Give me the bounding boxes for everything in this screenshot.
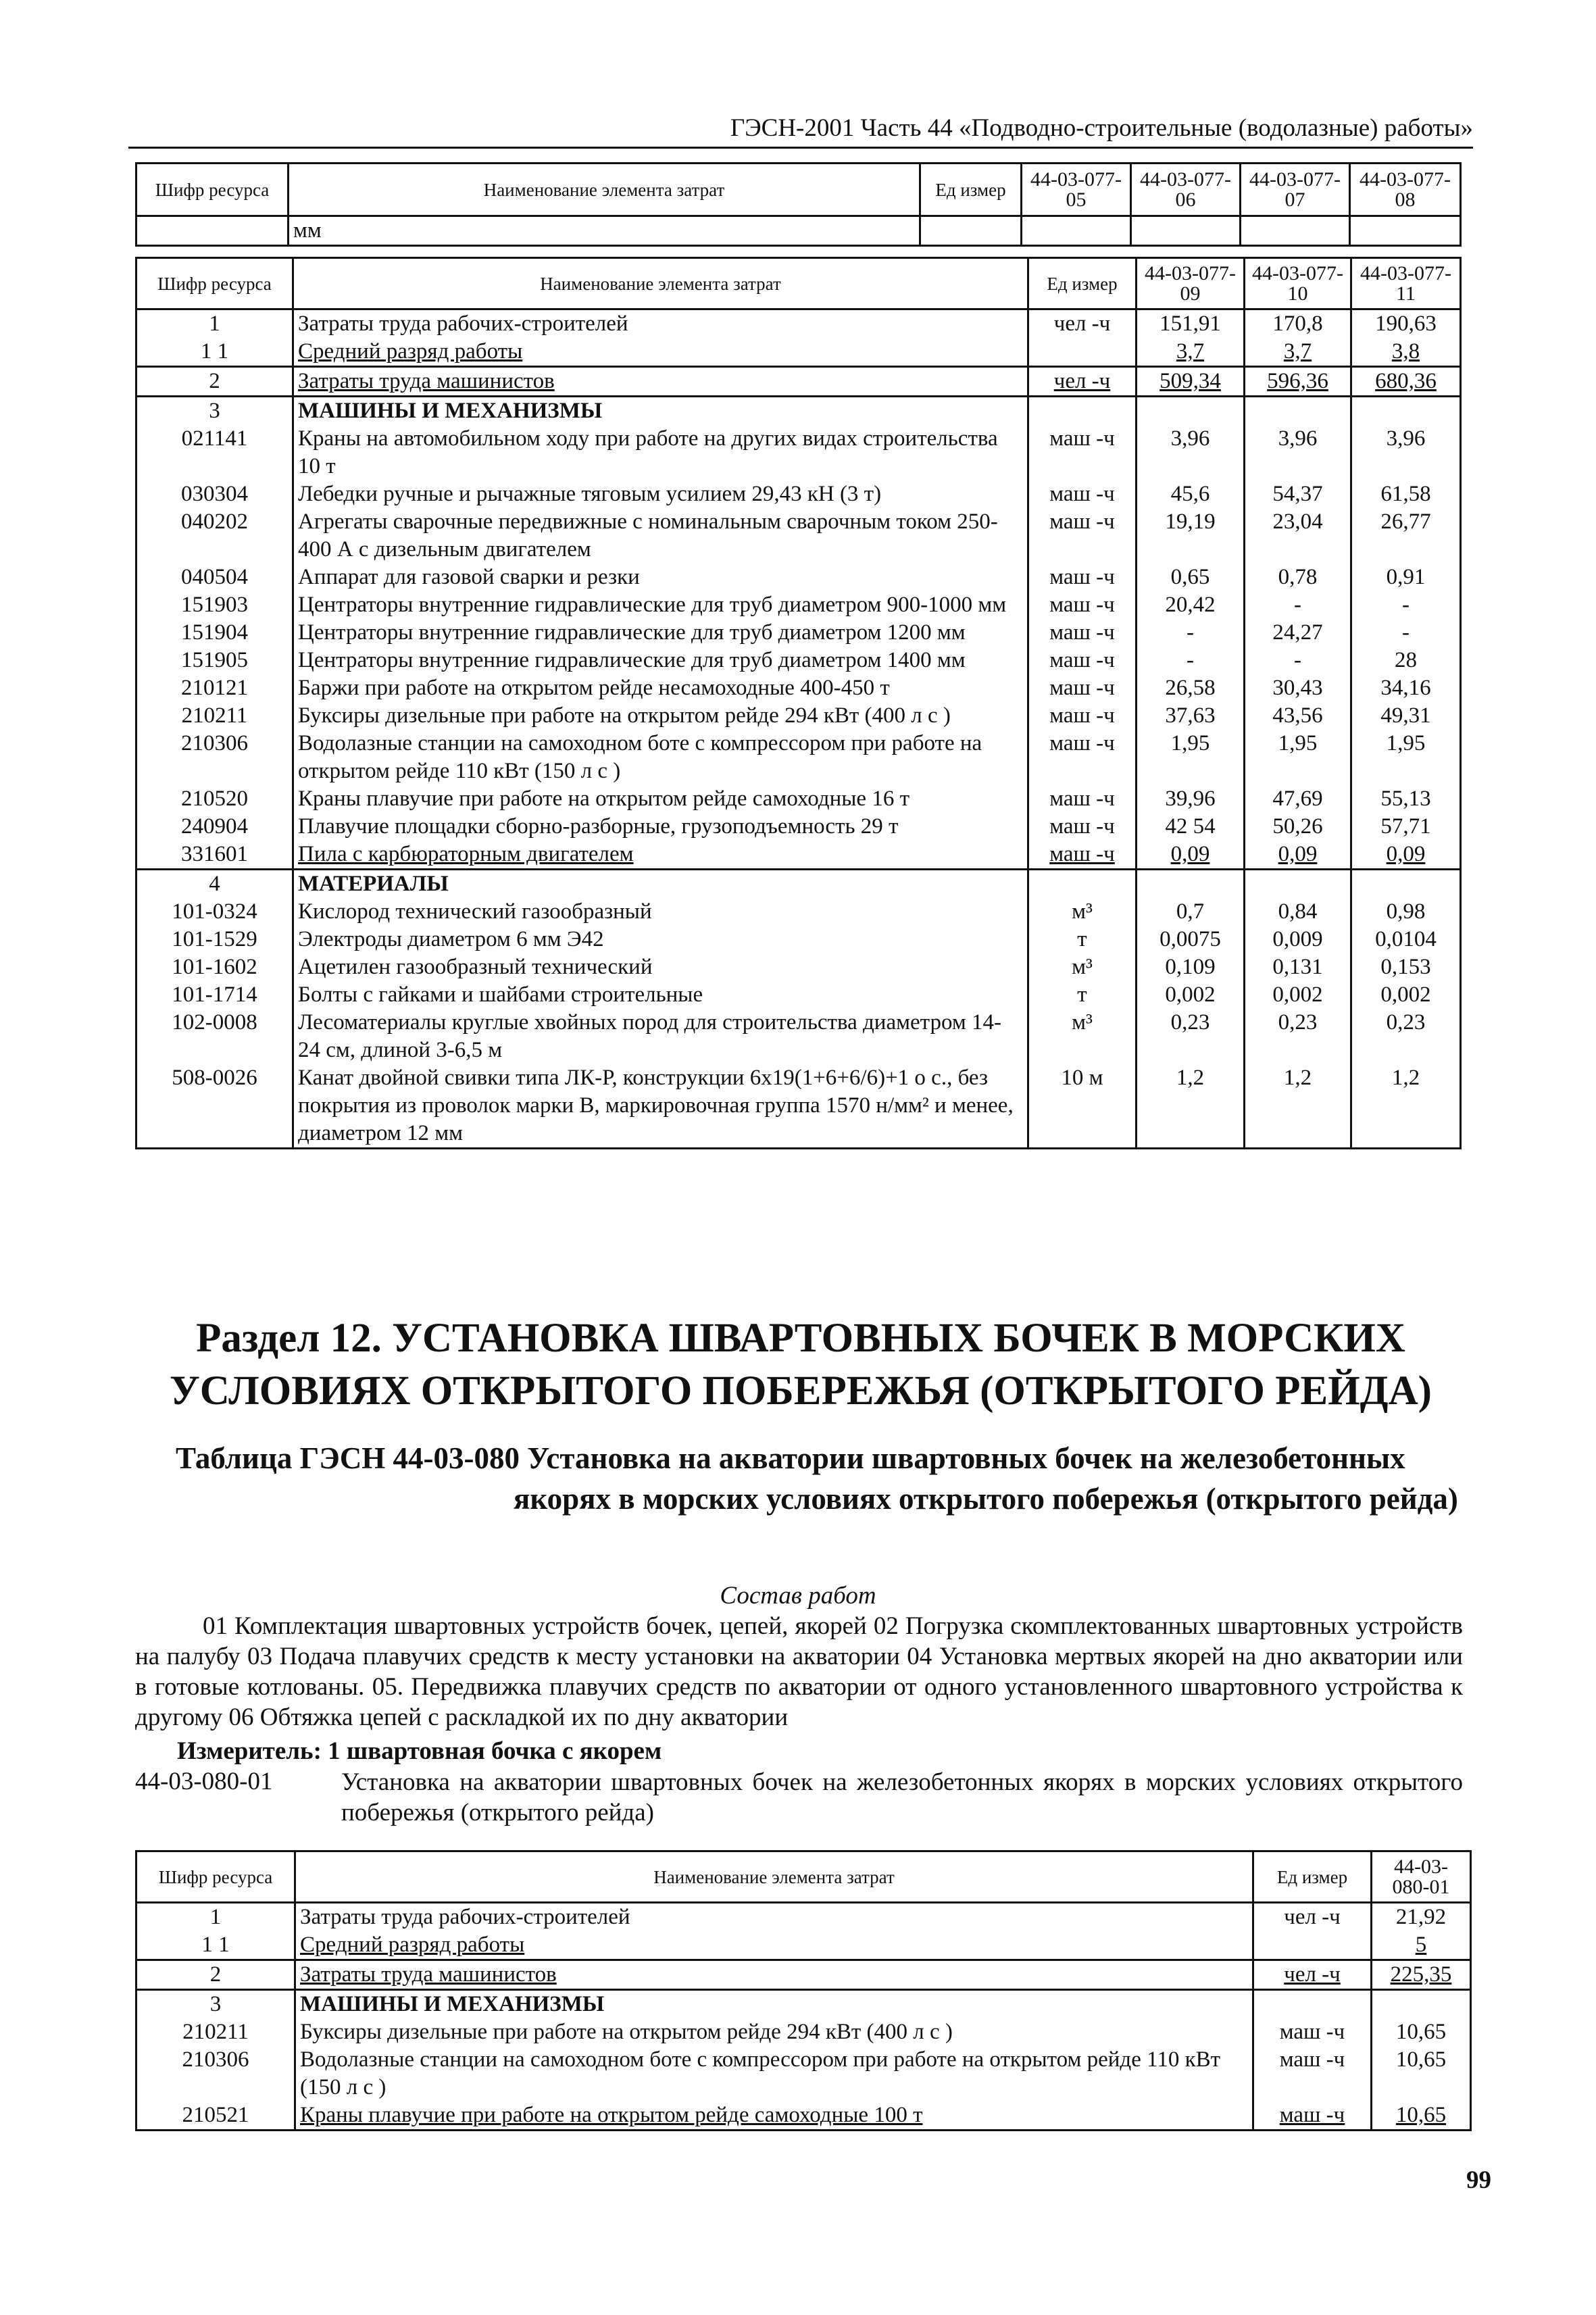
cell-v1: 19,19 [1137, 508, 1245, 564]
cell-v1: 509,34 [1137, 367, 1245, 397]
cell-v1: 0,0075 [1137, 926, 1245, 953]
cell-name: Центраторы внутренние гидравлические для труб диаметром 1200 мм [293, 619, 1028, 647]
cell-v1 [1137, 870, 1245, 899]
cell-v2: 54,37 [1245, 480, 1351, 508]
cell-v3: - [1351, 591, 1461, 619]
cell-unit: маш -ч [1028, 564, 1137, 591]
cell-code: 1 [136, 1903, 295, 1932]
cell-v2: 0,84 [1245, 898, 1351, 926]
cell-code: 151905 [136, 647, 293, 674]
cell-unit: маш -ч [1028, 619, 1137, 647]
cell-v1: 10,65 [1372, 2101, 1471, 2131]
work-composition-text: 01 Комплектация швартовных устройств бочек, цепей, якорей 02 Погрузка скомплектованных швартовных устройств на палубу 03 Подача плавучих средств к месту установки на акватории 04 Установка мертвых якорей на дно акватории или в готовые котлованы. 05. Передвижка плавучих средств по акватории от одного установленного швартовного устройства к другому 06 Обтяжка цепей с раскладкой их по дну акватории [135, 1612, 1463, 1731]
cell-name: Средний разряд работы [293, 338, 1028, 367]
cell-code: 210306 [136, 2046, 295, 2101]
cell-name: Затраты труда машинистов [293, 367, 1028, 397]
cell-v1: 45,6 [1137, 480, 1245, 508]
cell-unit: маш -ч [1028, 730, 1137, 785]
cell-code: 2 [136, 1960, 295, 1990]
table-row [136, 1931, 1471, 1960]
cell-code: 101-1529 [136, 926, 293, 953]
cell-v2: 596,36 [1245, 367, 1351, 397]
col-header-2: 44-03-077-06 [1131, 164, 1241, 216]
cell-v2: 50,26 [1245, 813, 1351, 841]
cell-name: Буксиры дизельные при работе на открытом рейде 294 кВт (400 л с ) [293, 702, 1028, 730]
cell-v3: 190,63 [1351, 309, 1461, 339]
cell-v1: - [1137, 647, 1245, 674]
cell-v1: 3,7 [1137, 338, 1245, 367]
col-header-2: 44-03-077-10 [1245, 258, 1351, 309]
cell-v3: 49,31 [1351, 702, 1461, 730]
col-header-unit: Ед измер [1253, 1851, 1372, 1903]
cell-name: Ацетилен газообразный технический [293, 953, 1028, 981]
cell-unit: маш -ч [1028, 841, 1137, 870]
col-header-code: Шифр ресурса [136, 1851, 295, 1903]
table-row [136, 508, 1461, 564]
table-row [136, 674, 1461, 702]
cell-code: 210211 [136, 702, 293, 730]
table-row [136, 841, 1461, 870]
col-header-3: 44-03-077-07 [1241, 164, 1350, 216]
table-row [136, 367, 1461, 397]
page-header: ГЭСН-2001 Часть 44 «Подводно-строительные (водолазные) работы» [128, 114, 1473, 149]
cell-unit: т [1028, 981, 1137, 1009]
cell-unit: маш -ч [1253, 2018, 1372, 2046]
cell-code: 101-1602 [136, 953, 293, 981]
cell-name: Лебедки ручные и рычажные тяговым усилием 29,43 кН (3 т) [293, 480, 1028, 508]
col-header-3: 44-03-077-11 [1351, 258, 1461, 309]
cell-v2: 170,8 [1245, 309, 1351, 339]
cell-v1: 10,65 [1372, 2018, 1471, 2046]
col-header-1: 44-03-080-01 [1372, 1851, 1471, 1903]
table-row [136, 591, 1461, 619]
measurer: Измеритель: 1 швартовная бочка с якорем [177, 1737, 662, 1765]
cell-v3: 57,71 [1351, 813, 1461, 841]
cell-v1: 0,002 [1137, 981, 1245, 1009]
cell-unit: маш -ч [1028, 591, 1137, 619]
cell-code: 040202 [136, 508, 293, 564]
cell-unit: маш -ч [1028, 508, 1137, 564]
cell-code: 210211 [136, 2018, 295, 2046]
cell-v1: - [1137, 619, 1245, 647]
cell-code: 1 1 [136, 1931, 295, 1960]
cell-v3: 3,8 [1351, 338, 1461, 367]
cell-unit: маш -ч [1028, 674, 1137, 702]
cell-v3: 0,153 [1351, 953, 1461, 981]
cell-name: Лесоматериалы круглые хвойных пород для строительства диаметром 14-24 см, длиной 3-6,5 м [293, 1009, 1028, 1064]
cell-v3: 26,77 [1351, 508, 1461, 564]
cell-v1: 0,23 [1137, 1009, 1245, 1064]
cell-v3: 680,36 [1351, 367, 1461, 397]
cell-v2: 0,002 [1245, 981, 1351, 1009]
cell-unit [1253, 1990, 1372, 2019]
cell-code: 1 [136, 309, 293, 339]
cell-unit: маш -ч [1253, 2101, 1372, 2131]
cell-code: 210520 [136, 785, 293, 813]
cell-code: 021141 [136, 425, 293, 480]
cell-unit: маш -ч [1028, 425, 1137, 480]
cell-code: 210521 [136, 2101, 295, 2131]
table-row [136, 619, 1461, 647]
table-row [136, 898, 1461, 926]
cell-unit [1253, 1931, 1372, 1960]
page-number: 99 [1466, 2166, 1491, 2194]
cell-name: Аппарат для газовой сварки и резки [293, 564, 1028, 591]
table-row [136, 480, 1461, 508]
cell-v2: 43,56 [1245, 702, 1351, 730]
item-description: Установка на акватории швартовных бочек на железобетонных якорях в морских условиях открытого побережья (открытого рейда) [341, 1768, 1463, 1826]
cell-unit: чел -ч [1028, 309, 1137, 339]
cell-code: 040504 [136, 564, 293, 591]
table-row [136, 702, 1461, 730]
cell-v2: 24,27 [1245, 619, 1351, 647]
cell-v1: 1,2 [1137, 1064, 1245, 1149]
table-title-line1: Таблица ГЭСН 44-03-080 Установка на акватории швартовных бочек на железобетонных [176, 1441, 1405, 1475]
cell-v2: - [1245, 591, 1351, 619]
col-header-unit: Ед измер [1028, 258, 1137, 309]
cell-name: Водолазные станции на самоходном боте с компрессором при работе на открытом рейде 110 кВт (150 л с ) [295, 2046, 1253, 2101]
cell-v3 [1351, 397, 1461, 426]
cell-name: Водолазные станции на самоходном боте с компрессором при работе на открытом рейде 110 кВт (150 л с ) [293, 730, 1028, 785]
table-title-line2: якорях в морских условиях открытого побережья (открытого рейда) [514, 1482, 1458, 1516]
col-header-1: 44-03-077-05 [1022, 164, 1131, 216]
table-row [136, 1960, 1471, 1990]
table-row [136, 2101, 1471, 2131]
cell-v2 [1245, 870, 1351, 899]
table-row [136, 2018, 1471, 2046]
cell-v1: 21,92 [1372, 1903, 1471, 1932]
cell-v3: 0,002 [1351, 981, 1461, 1009]
cell-v1: 0,65 [1137, 564, 1245, 591]
cell-v1: 225,35 [1372, 1960, 1471, 1990]
cell-name: Затраты труда машинистов [295, 1960, 1253, 1990]
cell-v3: 0,91 [1351, 564, 1461, 591]
cell-v3: 1,95 [1351, 730, 1461, 785]
cell-name: Болты с гайками и шайбами строительные [293, 981, 1028, 1009]
table-row [136, 425, 1461, 480]
cell-unit: чел -ч [1253, 1960, 1372, 1990]
cell-code: 102-0008 [136, 1009, 293, 1064]
cell-v2: 0,09 [1245, 841, 1351, 870]
cell-name: Пила с карбюраторным двигателем [293, 841, 1028, 870]
cell-code: 210306 [136, 730, 293, 785]
table-bottom [135, 1850, 1472, 2131]
cell-v1: 10,65 [1372, 2046, 1471, 2101]
cell-v1: 26,58 [1137, 674, 1245, 702]
cell-name: Буксиры дизельные при работе на открытом рейде 294 кВт (400 л с ) [295, 2018, 1253, 2046]
cell-code: 1 1 [136, 338, 293, 367]
cell-name: Краны плавучие при работе на открытом рейде самоходные 16 т [293, 785, 1028, 813]
col-header-code: Шифр ресурса [136, 164, 289, 216]
table-row-cell-name: мм [289, 216, 920, 246]
table-row [136, 647, 1461, 674]
cell-code: 508-0026 [136, 1064, 293, 1149]
cell-code: 331601 [136, 841, 293, 870]
cell-v1: 20,42 [1137, 591, 1245, 619]
cell-v1: 42 54 [1137, 813, 1245, 841]
table-row [136, 813, 1461, 841]
cell-v2: 1,2 [1245, 1064, 1351, 1149]
cell-name: Канат двойной свивки типа ЛК-Р, конструкции 6х19(1+6+6/6)+1 о с., без покрытия из проволок марки В, маркировочная группа 1570 н/мм² и менее, диаметром 12 мм [293, 1064, 1028, 1149]
table-row [136, 397, 1461, 426]
table-main [135, 257, 1462, 1149]
cell-v1: 37,63 [1137, 702, 1245, 730]
table-row [136, 338, 1461, 367]
cell-name: Краны на автомобильном ходу при работе на других видах строительства 10 т [293, 425, 1028, 480]
cell-unit: маш -ч [1028, 647, 1137, 674]
table-row [136, 953, 1461, 981]
cell-v1: 151,91 [1137, 309, 1245, 339]
work-composition-heading: Состав работ [720, 1582, 876, 1610]
cell-v2: 0,23 [1245, 1009, 1351, 1064]
cell-v1: 0,09 [1137, 841, 1245, 870]
cell-unit: м³ [1028, 898, 1137, 926]
cell-v3: 0,98 [1351, 898, 1461, 926]
cell-v3: 28 [1351, 647, 1461, 674]
cell-v1: 39,96 [1137, 785, 1245, 813]
cell-unit: маш -ч [1028, 785, 1137, 813]
table-row [136, 1064, 1461, 1149]
cell-name: Средний разряд работы [295, 1931, 1253, 1960]
cell-v1 [1372, 1990, 1471, 2019]
cell-code: 4 [136, 870, 293, 899]
cell-v1: 1,95 [1137, 730, 1245, 785]
cell-code: 101-1714 [136, 981, 293, 1009]
table-row [136, 309, 1461, 339]
col-header-name: Наименование элемента затрат [289, 164, 920, 216]
cell-code: 151903 [136, 591, 293, 619]
cell-unit: маш -ч [1028, 813, 1137, 841]
cell-unit: м³ [1028, 1009, 1137, 1064]
cell-name: Агрегаты сварочные передвижные с номинальным сварочным током 250-400 А с дизельным двигателем [293, 508, 1028, 564]
table-row [136, 1903, 1471, 1932]
cell-name: Затраты труда рабочих-строителей [295, 1903, 1253, 1932]
cell-name: Плавучие площадки сборно-разборные, грузоподъемность 29 т [293, 813, 1028, 841]
cell-name: Затраты труда рабочих-строителей [293, 309, 1028, 339]
cell-v1: 0,7 [1137, 898, 1245, 926]
table-title [176, 1438, 1487, 1519]
cell-name: Электроды диаметром 6 мм Э42 [293, 926, 1028, 953]
table-row [136, 564, 1461, 591]
cell-v1: 0,109 [1137, 953, 1245, 981]
cell-name: МАШИНЫ И МЕХАНИЗМЫ [293, 397, 1028, 426]
cell-v2: 30,43 [1245, 674, 1351, 702]
table-row [136, 1009, 1461, 1064]
cell-v3: 1,2 [1351, 1064, 1461, 1149]
cell-v1: 3,96 [1137, 425, 1245, 480]
cell-code: 030304 [136, 480, 293, 508]
table-row [136, 2046, 1471, 2101]
cell-unit: маш -ч [1253, 2046, 1372, 2101]
cell-code: 240904 [136, 813, 293, 841]
cell-unit: чел -ч [1253, 1903, 1372, 1932]
cell-v1: 5 [1372, 1931, 1471, 1960]
cell-v3: 34,16 [1351, 674, 1461, 702]
col-header-name: Наименование элемента затрат [293, 258, 1028, 309]
col-header-name: Наименование элемента затрат [295, 1851, 1253, 1903]
cell-unit: чел -ч [1028, 367, 1137, 397]
cell-name: Центраторы внутренние гидравлические для труб диаметром 900-1000 мм [293, 591, 1028, 619]
cell-v3 [1351, 870, 1461, 899]
cell-name: Баржи при работе на открытом рейде несамоходные 400-450 т [293, 674, 1028, 702]
cell-v1 [1137, 397, 1245, 426]
cell-v2 [1245, 397, 1351, 426]
cell-code: 151904 [136, 619, 293, 647]
cell-v2: 0,131 [1245, 953, 1351, 981]
cell-v3: 0,09 [1351, 841, 1461, 870]
cell-name: Краны плавучие при работе на открытом рейде самоходные 100 т [295, 2101, 1253, 2131]
cell-v3: 3,96 [1351, 425, 1461, 480]
cell-v2: - [1245, 647, 1351, 674]
table-top [135, 162, 1462, 247]
item-code: 44-03-080-01 [135, 1768, 273, 1795]
cell-v3: 55,13 [1351, 785, 1461, 813]
cell-name: МАШИНЫ И МЕХАНИЗМЫ [295, 1990, 1253, 2019]
cell-unit: т [1028, 926, 1137, 953]
table-row [136, 1990, 1471, 2019]
col-header-1: 44-03-077-09 [1137, 258, 1245, 309]
cell-v2: 0,78 [1245, 564, 1351, 591]
cell-v2: 3,96 [1245, 425, 1351, 480]
cell-code: 2 [136, 367, 293, 397]
cell-unit [1028, 870, 1137, 899]
table-row [136, 785, 1461, 813]
cell-code: 101-0324 [136, 898, 293, 926]
cell-unit: маш -ч [1028, 480, 1137, 508]
cell-v2: 3,7 [1245, 338, 1351, 367]
table-row [136, 981, 1461, 1009]
section-title: Раздел 12. УСТАНОВКА ШВАРТОВНЫХ БОЧЕК В МОРСКИХ УСЛОВИЯХ ОТКРЫТОГО ПОБЕРЕЖЬЯ (ОТКРЫТОГО РЕЙДА) [170, 1316, 1432, 1414]
cell-v2: 47,69 [1245, 785, 1351, 813]
col-header-unit: Ед измер [920, 164, 1022, 216]
cell-unit: м³ [1028, 953, 1137, 981]
cell-name: Центраторы внутренние гидравлические для труб диаметром 1400 мм [293, 647, 1028, 674]
cell-v2: 1,95 [1245, 730, 1351, 785]
col-header-code: Шифр ресурса [136, 258, 293, 309]
cell-unit [1028, 397, 1137, 426]
cell-unit: маш -ч [1028, 702, 1137, 730]
cell-code: 3 [136, 397, 293, 426]
cell-code: 210121 [136, 674, 293, 702]
cell-v3: - [1351, 619, 1461, 647]
cell-v2: 0,009 [1245, 926, 1351, 953]
cell-name: МАТЕРИАЛЫ [293, 870, 1028, 899]
cell-unit [1028, 338, 1137, 367]
col-header-4: 44-03-077-08 [1350, 164, 1461, 216]
cell-code: 3 [136, 1990, 295, 2019]
cell-v3: 61,58 [1351, 480, 1461, 508]
cell-unit: 10 м [1028, 1064, 1137, 1149]
cell-v3: 0,23 [1351, 1009, 1461, 1064]
cell-v3: 0,0104 [1351, 926, 1461, 953]
table-row [136, 870, 1461, 899]
table-row [136, 730, 1461, 785]
cell-name: Кислород технический газообразный [293, 898, 1028, 926]
cell-v2: 23,04 [1245, 508, 1351, 564]
table-row [136, 926, 1461, 953]
